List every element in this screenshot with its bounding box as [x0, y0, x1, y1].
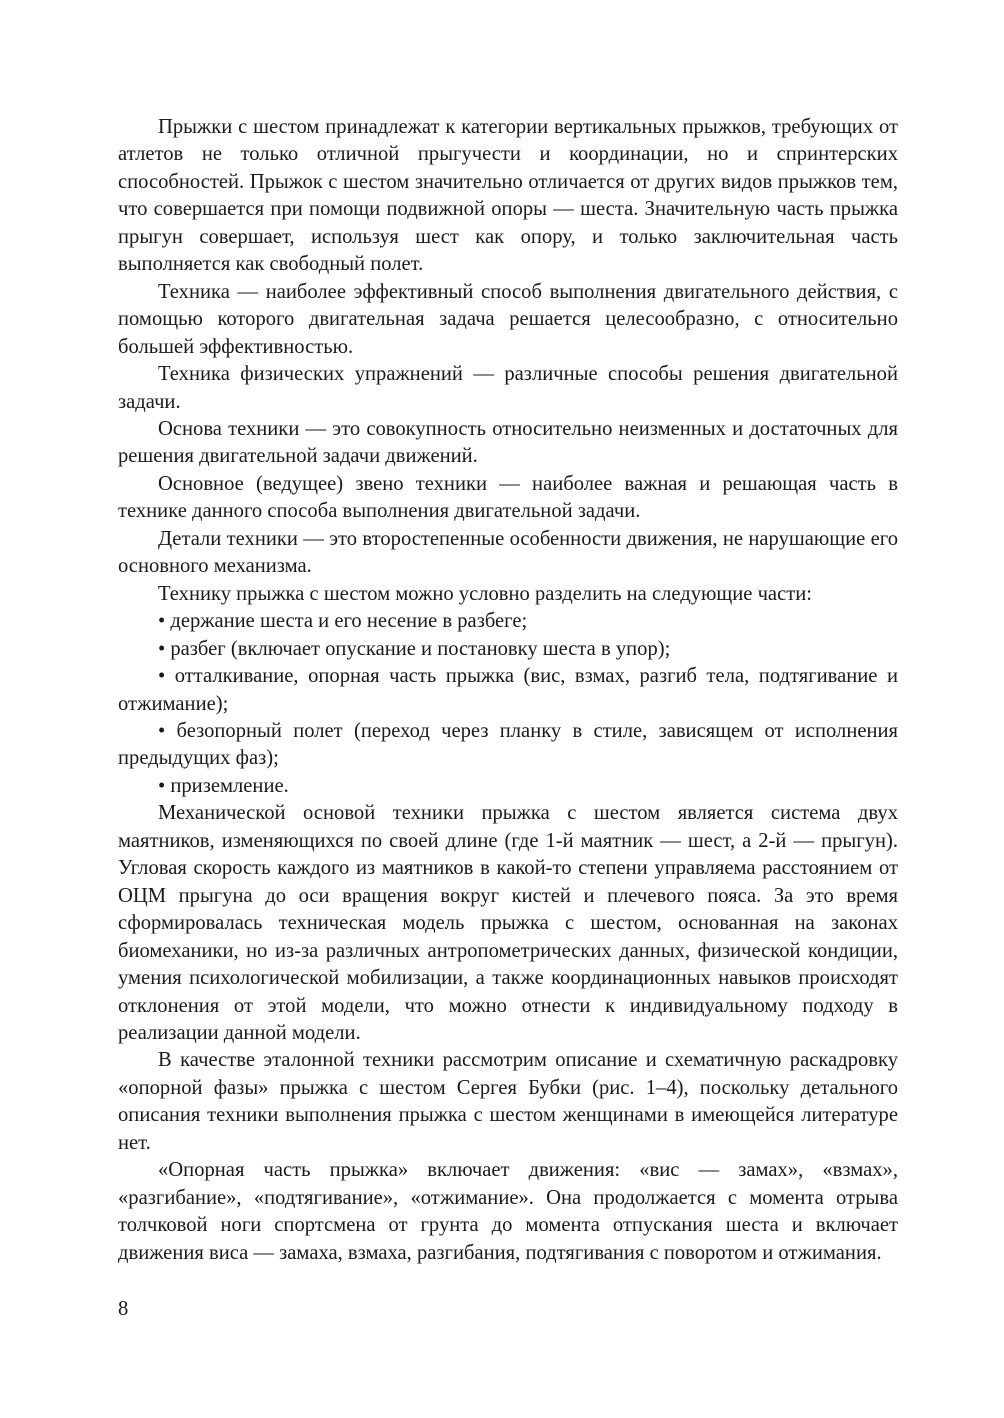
paragraph: Прыжки с шестом принадлежат к категории вертикальных прыжков, требующих от атлетов не только отличной прыгучести и координации, но и спринтерских способностей. Прыжок с шестом значительно отличается от других видов прыжков тем, что совершается при помощи подвижной опоры — шеста. Значительную часть прыжка прыгун совершает, используя шест как опору, и только заключительная часть выполняется как свободный полет. [118, 116, 898, 276]
bullet-item: • отталкивание, опорная часть прыжка (вис, взмах, разгиб тела, подтягивание и отжимание); [118, 665, 898, 715]
bullet-item: • приземление. [158, 774, 289, 797]
bullet-item: • безопорный полет (переход через планку в стиле, зависящем от исполнения предыдущих фаз); [118, 719, 898, 770]
paragraph: Техника физических упражнений — различные способы решения двигательной задачи. [118, 363, 898, 413]
bullet-item: • держание шеста и его несение в разбеге; [158, 610, 528, 633]
paragraph: Основа техники — это совокупность относительно неизменных и достаточных для решения двигательной задачи движений. [118, 417, 898, 468]
paragraph: Механической основой техники прыжка с шестом является система двух маятников, изменяющихся по своей длине (где 1-й маятник — шест, а 2-й — прыгун). Угловая скорость каждого из маятников в какой-то степени управляема расстоянием от ОЦМ прыгуна до оси вращения вокруг кистей и плечевого пояса. За это время сформировалась техническая модель прыжка с шестом, основанная на законах биомеханики, но из-за различных антропометрических данных, физической кондиции, умения психологической мобилизации, а также координационных навыков происходят отклонения от этой модели, что можно отнести к индивидуальному подходу в реализации данной модели. [118, 802, 898, 1044]
bullet-item: • разбег (включает опускание и постановку шеста в упор); [158, 637, 671, 660]
page-number: 8 [118, 1298, 129, 1320]
paragraph: Основное (ведущее) звено техники — наиболее важная и решающая часть в технике данного способа выполнения двигательной задачи. [118, 472, 898, 523]
paragraph: Технику прыжка с шестом можно условно разделить на следующие части: [158, 582, 812, 605]
paragraph: В качестве эталонной техники рассмотрим описание и схематичную раскадровку «опорной фазы» прыжка с шестом Сергея Бубки (рис. 1–4), поскольку детального описания техники выполнения прыжка с шестом женщинами в имеющейся литературе нет. [118, 1049, 898, 1154]
paragraph: «Опорная часть прыжка» включает движения: «вис — замах», «взмах», «разгибание», «подтягивание», «отжимание». Она продолжается с момента отрыва толчковой ноги спортсмена от грунта до момента отпускания шеста и включает движения виса — замаха, взмаха, разгибания, подтягивания с поворотом и отжимания. [118, 1159, 898, 1264]
page-body [118, 114, 898, 1267]
paragraph: Детали техники — это второстепенные особенности движения, не нарушающие его основного механизма. [118, 527, 898, 578]
paragraph: Техника — наиболее эффективный способ выполнения двигательного действия, с помощью которого двигательная задача решается целесообразно, с относительно большей эффективностью. [118, 280, 898, 358]
